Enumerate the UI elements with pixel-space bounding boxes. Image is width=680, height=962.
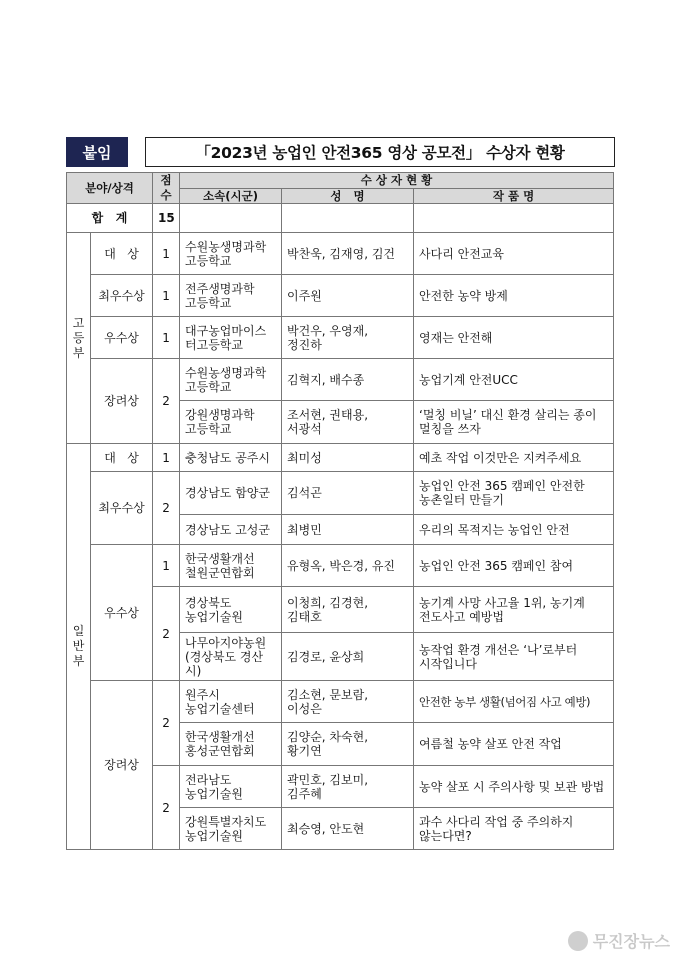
row-name: 김소현, 문보람, 이성은 [282,681,414,723]
header-winners: 수 상 자 현 황 [180,173,614,189]
award-excellence-top: 최우수상 [91,275,153,317]
row-score: 2 [153,587,180,681]
total-count: 15 [153,204,180,233]
row-affiliation: 강원생명과학 고등학교 [180,401,282,444]
row-name: 김혁지, 배수종 [282,359,414,401]
table-row [67,545,614,587]
row-affiliation: 수원농생명과학 고등학교 [180,233,282,275]
header-score: 점수 [153,173,180,204]
row-name: 김경로, 윤상희 [282,633,414,681]
document-header [66,137,615,167]
table-row [67,472,614,515]
award-excellence: 우수상 [91,317,153,359]
row-work: 농업인 안전 365 캠페인 참여 [414,545,614,587]
row-affiliation: 나무아지야농원 (경상북도 경산시) [180,633,282,681]
row-affiliation: 경상남도 고성군 [180,515,282,545]
row-score: 2 [153,472,180,545]
row-affiliation: 경상북도 농업기술원 [180,587,282,633]
header-work: 작 품 명 [414,188,614,204]
section-general: 일반부 [67,444,91,850]
table-row [67,317,614,359]
table-row [67,359,614,401]
award-excellence: 우수상 [91,545,153,681]
total-label: 합 계 [67,204,153,233]
row-score: 1 [153,275,180,317]
attachment-badge: 붙임 [66,137,128,167]
total-row [67,204,614,233]
watermark [568,929,670,952]
award-excellence-top: 최우수상 [91,472,153,545]
table-row [67,233,614,275]
row-work: 사다리 안전교육 [414,233,614,275]
row-work: 안전한 농부 생활(넘어짐 사고 예방) [414,681,614,723]
winners-table [66,172,614,850]
total-blank [180,204,282,233]
row-name: 곽민호, 김보미, 김주혜 [282,766,414,808]
row-work: 농기계 사망 사고율 1위, 농기계 전도사고 예방법 [414,587,614,633]
row-work: 농약 살포 시 주의사항 및 보관 방법 [414,766,614,808]
row-work: ‘멀칭 비닐’ 대신 환경 살리는 종이 멀칭을 쓰자 [414,401,614,444]
table-row [67,275,614,317]
row-name: 조서현, 권태용, 서광석 [282,401,414,444]
award-grand: 대 상 [91,233,153,275]
row-work: 안전한 농약 방제 [414,275,614,317]
row-affiliation: 원주시 농업기술센터 [180,681,282,723]
row-work: 영재는 안전해 [414,317,614,359]
total-blank [282,204,414,233]
row-name: 최병민 [282,515,414,545]
row-score: 2 [153,359,180,444]
row-affiliation: 전라남도 농업기술원 [180,766,282,808]
row-name: 김석곤 [282,472,414,515]
row-name: 이주원 [282,275,414,317]
row-name: 최승영, 안도현 [282,808,414,850]
row-name: 박찬욱, 김재영, 김건 [282,233,414,275]
award-encouragement: 장려상 [91,359,153,444]
row-affiliation: 강원특별자치도 농업기술원 [180,808,282,850]
total-blank [414,204,614,233]
watermark-logo-icon [568,931,588,951]
row-work: 과수 사다리 작업 중 주의하지 않는다면? [414,808,614,850]
table-row [67,681,614,723]
row-work: 예초 작업 이것만은 지켜주세요 [414,444,614,472]
row-affiliation: 전주생명과학 고등학교 [180,275,282,317]
award-grand: 대 상 [91,444,153,472]
row-name: 김양순, 차숙현, 황기연 [282,723,414,766]
row-work: 농작업 환경 개선은 ‘나’로부터 시작입니다 [414,633,614,681]
row-score: 1 [153,317,180,359]
row-score: 2 [153,766,180,850]
row-score: 1 [153,545,180,587]
row-score: 2 [153,681,180,766]
row-affiliation: 한국생활개선 철원군연합회 [180,545,282,587]
watermark-text: 무진장뉴스 [592,932,670,951]
row-work: 우리의 목적지는 농업인 안전 [414,515,614,545]
row-name: 유형옥, 박은경, 유진 [282,545,414,587]
award-encouragement: 장려상 [91,681,153,850]
row-affiliation: 수원농생명과학 고등학교 [180,359,282,401]
row-affiliation: 한국생활개선 홍성군연합회 [180,723,282,766]
header-category: 분야/상격 [67,173,153,204]
row-work: 농업기계 안전UCC [414,359,614,401]
section-high: 고등부 [67,233,91,444]
row-affiliation: 충청남도 공주시 [180,444,282,472]
header-affiliation: 소속(시군) [180,188,282,204]
row-score: 1 [153,233,180,275]
header-name: 성 명 [282,188,414,204]
document-title: 「2023년 농업인 안전365 영상 공모전」 수상자 현황 [145,137,615,167]
row-score: 1 [153,444,180,472]
row-work: 농업인 안전 365 캠페인 안전한 농촌일터 만들기 [414,472,614,515]
row-affiliation: 대구농업마이스 터고등학교 [180,317,282,359]
table-row [67,444,614,472]
row-affiliation: 경상남도 함양군 [180,472,282,515]
row-name: 박건우, 우영재, 정진하 [282,317,414,359]
row-work: 여름철 농약 살포 안전 작업 [414,723,614,766]
row-name: 이청희, 김경현, 김태호 [282,587,414,633]
row-name: 최미성 [282,444,414,472]
